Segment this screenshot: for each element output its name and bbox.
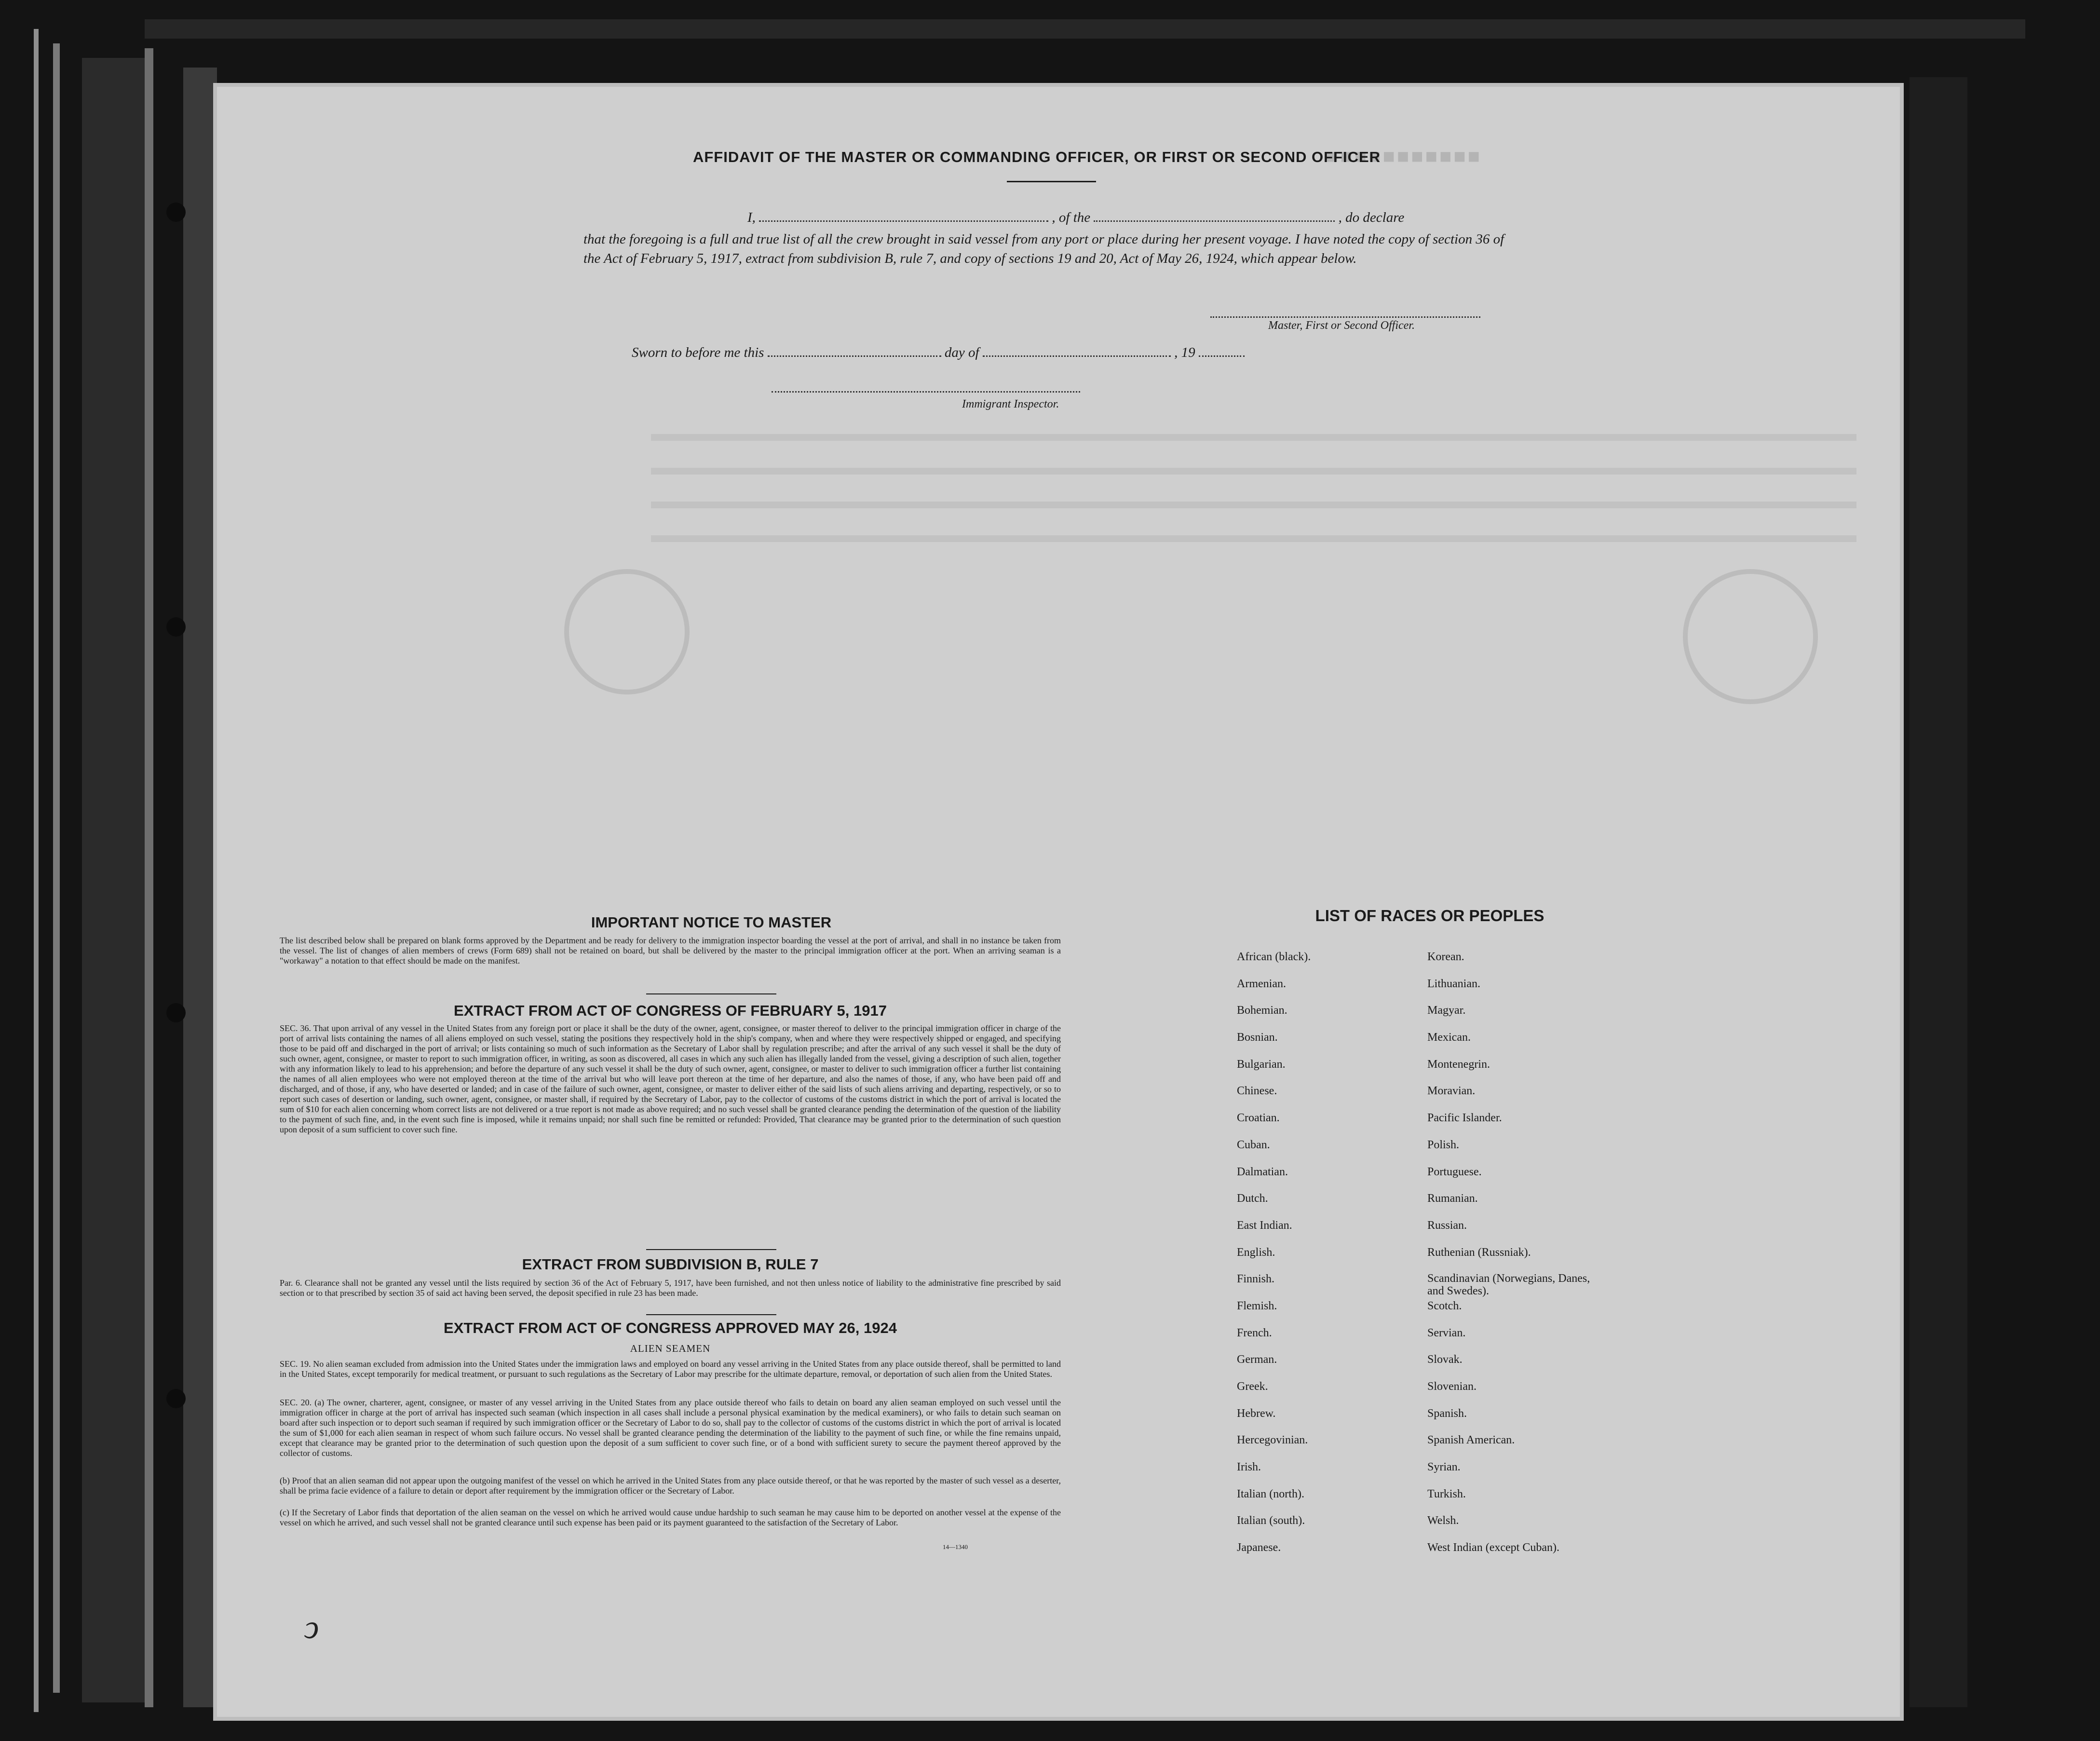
race-item: Greek.	[1237, 1380, 1268, 1393]
page-edge-strip	[183, 68, 217, 1707]
extract-rule7-text: Par. 6. Clearance shall not be granted any vessel until the lists required by section 36 of the Act of February 5, 1917, have been furnished, and not then unless notice of liability to the administrative fine prescribed by said section or to that prescribed by section 35 of said act having been served, the deposit specified in rule 23 has been made.	[280, 1278, 1061, 1298]
race-item: Portuguese.	[1427, 1165, 1482, 1178]
page-edge-strip	[53, 43, 60, 1693]
declaration-of-the: , of the	[1052, 210, 1091, 225]
race-item: Hebrew.	[1237, 1407, 1276, 1420]
races-title: LIST OF RACES OR PEOPLES	[1315, 907, 1545, 925]
faded-stamp	[564, 569, 690, 694]
page-edge-strip	[82, 58, 149, 1702]
race-item: Rumanian.	[1427, 1192, 1478, 1205]
name-blank	[759, 220, 1048, 222]
race-item: German.	[1237, 1353, 1277, 1366]
right-edge	[1910, 77, 1967, 1707]
affidavit-body: that the foregoing is a full and true list of all the crew brought in said vessel from any port or place during her present voyage. I have noted the copy of section 36 of the Act of February 5, 1917, extract from subdivision B, rule 7, and copy of sections 19 and 20, Act of May 26, 1924, which appear below.	[583, 231, 1504, 266]
faded-stamp	[1683, 569, 1818, 704]
race-item: Cuban.	[1237, 1138, 1270, 1151]
page-edge-strip	[145, 48, 153, 1707]
extract-1924-sec20b: (b) Proof that an alien seaman did not appear upon the outgoing manifest of the vessel on which he arrived in the United States from any place outside thereof, or that he was reported by the master of such vessel as a deserter, shall be prima facie evidence of a failure to detain or deport after requirement by the immigration officer or the Secretary of Labor.	[280, 1476, 1061, 1496]
race-item: Italian (north).	[1237, 1487, 1304, 1500]
manifest-page	[217, 87, 1900, 1717]
race-item: Bohemian.	[1237, 1004, 1287, 1017]
race-item: Scandinavian (Norwegians, Danes, and Swedes).	[1427, 1272, 1590, 1298]
top-edge	[145, 19, 2025, 39]
inspector-caption: Immigrant Inspector.	[962, 398, 1059, 410]
race-item: Spanish American.	[1427, 1434, 1515, 1447]
sworn-year-blank	[1199, 355, 1245, 357]
bleed-row	[651, 535, 1856, 542]
sworn-line	[632, 345, 1245, 361]
sworn-day-of: day of	[944, 345, 979, 360]
sworn-month-blank	[983, 355, 1171, 357]
race-item: Bulgarian.	[1237, 1058, 1286, 1071]
race-item: Moravian.	[1427, 1085, 1476, 1098]
race-item: Croatian.	[1237, 1112, 1280, 1125]
bleed-row	[651, 468, 1856, 475]
extract-1924-sec19: SEC. 19. No alien seaman excluded from admission into the United States under the immigration laws and employed on board any vessel arriving in the United States from any place outside thereof, shall be permitted to land in the United States, except temporarily for medical treatment, or pursuant to such regulations as the Secretary of Labor may prescribe for the ultimate departure, removal, or deportation of such alien from the United States.	[280, 1359, 1061, 1379]
race-item: East Indian.	[1237, 1219, 1292, 1232]
race-item: Scotch.	[1427, 1299, 1462, 1312]
race-item: English.	[1237, 1246, 1275, 1259]
binder-hole	[166, 1389, 186, 1408]
race-item: French.	[1237, 1326, 1272, 1339]
race-item: Chinese.	[1237, 1085, 1277, 1098]
race-item: Bosnian.	[1237, 1031, 1278, 1044]
sworn-date-blank	[768, 355, 941, 357]
race-item: Russian.	[1427, 1219, 1467, 1232]
extract-1924-sec20a: SEC. 20. (a) The owner, charterer, agent, consignee, or master of any vessel arriving in the United States from any place outside thereof who fails to detain on board any alien seaman employed on such vessel until the immigration officer in charge at the port of arrival has inspected such seaman (which inspection in all cases shall include a personal physical examination by the medical examiners), or who fails to detain such seaman on board after such inspection or to deport such seaman if required by such immigration officer or the Secretary of Labor to do so, shall pay to the collector of customs of the customs district in which the port of arrival is located the sum of $1,000 for each alien seaman in respect of whom such failure occurs. No vessel shall be granted clearance pending the determination of the liability to the payment of such fine, or while the fine remains unpaid, except that clearance may be granted prior to the determination of such question upon the deposit of a sum sufficient to cover such fine, or of a bond with sufficient surety to secure the payment thereof approved by the collector of customs.	[280, 1398, 1061, 1458]
race-item: Servian.	[1427, 1326, 1466, 1339]
race-item: Dutch.	[1237, 1192, 1268, 1205]
race-item: Finnish.	[1237, 1273, 1275, 1286]
race-item: Japanese.	[1237, 1541, 1281, 1554]
declaration-line	[747, 210, 1404, 226]
binder-hole	[166, 203, 186, 222]
race-item: Irish.	[1237, 1461, 1261, 1474]
binder-hole	[166, 617, 186, 637]
extract-1924-subtitle: ALIEN SEAMEN	[630, 1343, 711, 1354]
race-item: Magyar.	[1427, 1004, 1466, 1017]
inspector-signature-blank	[772, 391, 1080, 393]
race-item: Pacific Islander.	[1427, 1112, 1502, 1125]
sworn-year: , 19	[1174, 345, 1195, 360]
race-item: Syrian.	[1427, 1461, 1461, 1474]
races-right-column	[1427, 950, 1601, 1568]
signer-caption: Master, First or Second Officer.	[1268, 319, 1415, 332]
declaration-i: I,	[747, 210, 756, 225]
sworn-prefix: Sworn to before me this	[632, 345, 764, 360]
form-number: 14—1340	[943, 1543, 968, 1551]
race-item: Mexican.	[1427, 1031, 1471, 1044]
races-left-column	[1237, 950, 1311, 1568]
race-item: West Indian (except Cuban).	[1427, 1541, 1559, 1554]
race-item: Dalmatian.	[1237, 1165, 1288, 1178]
page-edge-strip	[34, 29, 39, 1712]
section-rule	[646, 1314, 776, 1315]
notice-text: The list described below shall be prepared on blank forms approved by the Department and be ready for delivery to the immigration inspector boarding the vessel at the port of arrival, and shall in no instance be taken from the vessel. The list of changes of alien members of crews (Form 689) shall not be retained on board, but shall be delivered by the master to the principal immigration officer at the port. When an arriving seaman is a "workaway" a notation to that effect should be made on the manifest.	[280, 936, 1061, 966]
race-item: Lithuanian.	[1427, 977, 1480, 990]
race-item: Polish.	[1427, 1138, 1460, 1151]
extract-1924-title: EXTRACT FROM ACT OF CONGRESS APPROVED MAY 26, 1924	[444, 1319, 897, 1336]
signature-blank	[1210, 316, 1480, 318]
binder-hole	[166, 1003, 186, 1022]
race-item: Flemish.	[1237, 1299, 1277, 1312]
race-item: African (black).	[1237, 951, 1311, 963]
declaration-declare: , do declare	[1338, 210, 1405, 225]
extract-1924-sec20c: (c) If the Secretary of Labor finds that deportation of the alien seaman on the vessel on which he arrived would cause undue hardship to such seaman he may cause him to be deported on another vessel at the expense of the vessel on which he arrived, and such vessel shall not be granted clearance until such expense has been paid or its payment guaranteed to the satisfaction of the Secretary of Labor.	[280, 1508, 1061, 1527]
extract-1917-text: SEC. 36. That upon arrival of any vessel in the United States from any foreign port or place it shall be the duty of the owner, agent, consignee, or master thereof to deliver to the principal immigration officer in charge of the port of arrival lists containing the names of all aliens employed on such vessel, stating the positions they respectively hold in the ship's company, when and where they were respectively shipped or engaged, and specifying those to be paid off and discharged in the port of arrival; or lists containing so much of such information as the Secretary of Labor shall by regulation prescribe; and after the arrival of any such vessel it shall be the duty of such owner, agent, consignee, or master to report to such immigration officer, in writing, as soon as discovered, all cases in which any such alien has illegally landed from the vessel, giving a description of such alien, together with any information likely to lead to his apprehension; and before the departure of any such vessel it shall be the duty of such owner, agent, consignee, or master to deliver to such immigration officer a further list containing the names of all alien employees who were not employed thereon at the time of the arrival but who will leave port thereon at the time of her departure, and also the names of those, if any, who have been paid off and discharged, and of those, if any, who have deserted or landed; and in case of the failure of such owner, agent, consignee, or master to deliver either of the said lists of such aliens arriving and departing, respectively, or so to report such cases of desertion or landing, such owner, agent, consignee, or master shall, if required by the Secretary of Labor, pay to the collector of customs of the customs district in which the port of arrival is located the sum of $10 for each alien concerning whom correct lists are not delivered or a true report is not made as above required; and no such vessel shall be granted clearance pending the determination of the question of the liability to the payment of such fine, and, in the event such fine is imposed, while it remains unpaid; nor shall such fine be remitted or refunded: Provided, That clearance may be granted prior to the determination of such question upon deposit of a sum sufficient to cover such fine.	[280, 1023, 1061, 1134]
section-rule	[646, 993, 776, 994]
handwritten-mark: ↄ	[304, 1609, 319, 1646]
race-item: Spanish.	[1427, 1407, 1467, 1420]
race-item: Turkish.	[1427, 1487, 1466, 1500]
section-rule	[646, 1249, 776, 1250]
reverse-side-bleed-through: ■■■■■■■■■■■	[1326, 145, 1482, 167]
affidavit-title: AFFIDAVIT OF THE MASTER OR COMMANDING OFFICER, OR FIRST OR SECOND OFFICER	[692, 149, 1381, 165]
race-item: Hercegovinian.	[1237, 1434, 1308, 1447]
bleed-row	[651, 502, 1856, 508]
race-item: Korean.	[1427, 951, 1464, 963]
race-item: Slovenian.	[1427, 1380, 1477, 1393]
vessel-blank	[1094, 220, 1335, 222]
race-item: Ruthenian (Russniak).	[1427, 1246, 1531, 1259]
extract-rule7-title: EXTRACT FROM SUBDIVISION B, RULE 7	[522, 1256, 819, 1273]
race-item: Montenegrin.	[1427, 1058, 1490, 1071]
title-rule	[1007, 181, 1096, 182]
bleed-row	[651, 434, 1856, 441]
race-item: Italian (south).	[1237, 1514, 1305, 1527]
notice-title: IMPORTANT NOTICE TO MASTER	[591, 914, 832, 931]
race-item: Welsh.	[1427, 1514, 1459, 1527]
race-item: Armenian.	[1237, 977, 1286, 990]
extract-1917-title: EXTRACT FROM ACT OF CONGRESS OF FEBRUARY 5, 1917	[454, 1002, 887, 1019]
race-item: Slovak.	[1427, 1353, 1463, 1366]
